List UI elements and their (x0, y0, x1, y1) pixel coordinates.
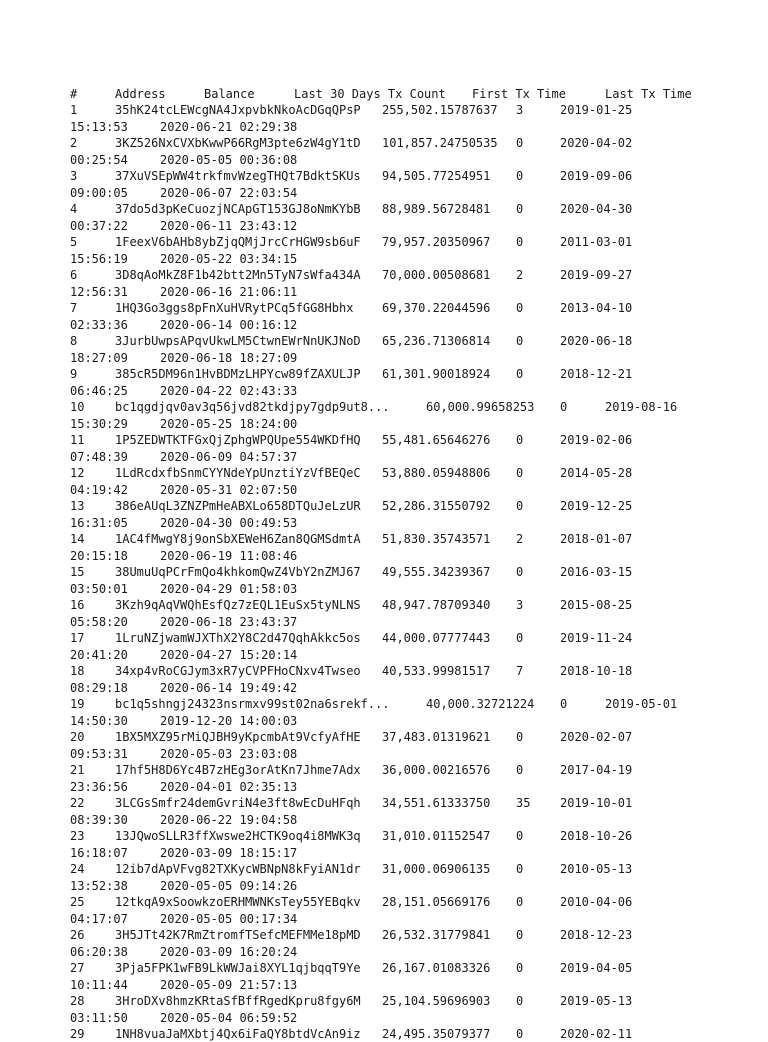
row-first-date: 2014-05-28 (560, 466, 633, 480)
row-first-time: 02:33:36 (70, 317, 128, 332)
row-n: 12 (70, 466, 85, 480)
row-last-tx-time: 2020-04-22 02:43:33 (160, 383, 298, 398)
row-balance: 55,481.65646276 (382, 433, 491, 447)
row-first-time: 08:39:30 (70, 812, 128, 827)
row-address: 1FeexV6bAHb8ybZjqQMjJrcCrHGW9sb6uF (115, 235, 361, 249)
row-first-time: 12:56:31 (70, 284, 128, 299)
row-tx: 0 (516, 169, 524, 183)
row-tx: 0 (516, 994, 524, 1008)
row-address: 1BX5MXZ95rMiQJBH9yKpcmbAt9VcfyAfHE (115, 730, 361, 744)
row-last-tx-time: 2020-05-22 03:34:15 (160, 251, 298, 266)
row-balance: 51,830.35743571 (382, 532, 491, 546)
row-first-time: 20:41:20 (70, 647, 128, 662)
row-last-tx-time: 2020-04-01 02:35:13 (160, 779, 298, 794)
row-tx: 0 (516, 1027, 524, 1041)
row-tx: 0 (516, 730, 524, 744)
row-first-date: 2018-12-23 (560, 928, 633, 942)
row-balance: 37,483.01319621 (382, 730, 491, 744)
row-address: 37XuVSEpWW4trkfmvWzegTHQt7BdktSKUs (115, 169, 361, 183)
row-first-date: 2020-04-30 (560, 202, 633, 216)
row-n: 28 (70, 994, 85, 1008)
row-balance: 52,286.31550792 (382, 499, 491, 513)
row-n: 21 (70, 763, 85, 777)
row-n: 29 (70, 1027, 85, 1041)
row-first-time: 03:11:50 (70, 1010, 128, 1025)
row-last-tx-time: 2020-06-19 11:08:46 (160, 548, 298, 563)
row-address: 1AC4fMwgY8j9onSbXEWeH6Zan8QGMSdmtA (115, 532, 361, 546)
row-first-date: 2020-04-02 (560, 136, 633, 150)
row-last-tx-time: 2020-05-04 06:59:52 (160, 1010, 298, 1025)
row-balance: 70,000.00508681 (382, 268, 491, 282)
row-first-date: 2020-02-11 (560, 1027, 633, 1041)
row-last-tx-time: 2020-06-14 19:49:42 (160, 680, 298, 695)
row-last-tx-time: 2020-04-27 15:20:14 (160, 647, 298, 662)
row-tx: 0 (516, 334, 524, 348)
row-balance: 28,151.05669176 (382, 895, 491, 909)
row-n: 25 (70, 895, 85, 909)
row-address: 385cR5DM96n1HvBDMzLHPYcw89fZAXULJP (115, 367, 361, 381)
row-last-tx-time: 2020-05-31 02:07:50 (160, 482, 298, 497)
row-balance: 79,957.20350967 (382, 235, 491, 249)
row-n: 14 (70, 532, 85, 546)
row-last-tx-time: 2020-04-29 01:58:03 (160, 581, 298, 596)
row-last-tx-time: 2020-06-21 02:29:38 (160, 119, 298, 134)
row-balance: 49,555.34239367 (382, 565, 491, 579)
row-tx: 0 (516, 862, 524, 876)
row-first-date: 2020-06-18 (560, 334, 633, 348)
row-tx: 0 (516, 235, 524, 249)
row-first-date: 2019-01-25 (560, 103, 633, 117)
row-address: 12tkqA9xSoowkzoERHMWNKsTey55YEBqkv (115, 895, 361, 909)
row-n: 4 (70, 202, 78, 216)
header-number: # (70, 87, 78, 101)
row-first-time: 08:29:18 (70, 680, 128, 695)
header-address: Address (115, 87, 166, 101)
row-address: 3LCGsSmfr24demGvriN4e3ft8wEcDuHFqh (115, 796, 361, 810)
row-first-date: 2019-05-13 (560, 994, 633, 1008)
row-first-time: 23:36:56 (70, 779, 128, 794)
row-address: 38UmuUqPCrFmQo4khkomQwZ4VbY2nZMJ67 (115, 565, 361, 579)
row-first-time: 18:27:09 (70, 350, 128, 365)
row-tx: 0 (516, 136, 524, 150)
row-tx: 0 (516, 565, 524, 579)
row-balance: 53,880.05948806 (382, 466, 491, 480)
row-n: 18 (70, 664, 85, 678)
row-first-time: 07:48:39 (70, 449, 128, 464)
row-n: 15 (70, 565, 85, 579)
row-n: 9 (70, 367, 78, 381)
row-balance: 69,370.22044596 (382, 301, 491, 315)
row-n: 13 (70, 499, 85, 513)
row-last-tx-time: 2020-06-18 18:27:09 (160, 350, 298, 365)
row-last-tx-time: 2020-06-22 19:04:58 (160, 812, 298, 827)
row-address: 1LruNZjwamWJXThX2Y8C2d47QqhAkkc5os (115, 631, 361, 645)
row-address: 37do5d3pKeCuozjNCApGT153GJ8oNmKYbB (115, 202, 361, 216)
row-balance: 65,236.71306814 (382, 334, 491, 348)
row-first-time: 06:46:25 (70, 383, 128, 398)
row-first-time: 06:20:38 (70, 944, 128, 959)
row-balance: 88,989.56728481 (382, 202, 491, 216)
row-last-tx-time: 2020-03-09 16:20:24 (160, 944, 298, 959)
row-tx: 0 (516, 928, 524, 942)
row-last-tx-time: 2020-06-14 00:16:12 (160, 317, 298, 332)
row-balance: 44,000.07777443 (382, 631, 491, 645)
row-last-tx-time: 2020-05-03 23:03:08 (160, 746, 298, 761)
row-address: 1NH8vuaJaMXbtj4Qx6iFaQY8btdVcAn9iz (115, 1027, 361, 1041)
row-address: 3KZ526NxCVXbKwwP66RgM3pte6zW4gY1tD (115, 136, 361, 150)
row-first-date: 2019-10-01 (560, 796, 633, 810)
row-first-date: 2019-09-27 (560, 268, 633, 282)
row-balance: 94,505.77254951 (382, 169, 491, 183)
row-n: 23 (70, 829, 85, 843)
row-address: 1HQ3Go3ggs8pFnXuHVRytPCq5fGG8Hbhx (115, 301, 354, 315)
row-first-date: 2013-04-10 (560, 301, 633, 315)
row-tx: 0 (516, 961, 524, 975)
row-address: 3HroDXv8hmzKRtaSfBffRgedKpru8fgy6M (115, 994, 361, 1008)
row-address: 12ib7dApVFvg82TXKycWBNpN8kFyiAN1dr (115, 862, 361, 876)
row-first-date: 2016-03-15 (560, 565, 633, 579)
row-tx: 0 (516, 829, 524, 843)
row-first-date: 2019-11-24 (560, 631, 633, 645)
row-n: 10 (70, 400, 85, 414)
row-tx: 0 (516, 367, 524, 381)
row-address: 34xp4vRoCGJym3xR7yCVPFHoCNxv4Twseo (115, 664, 361, 678)
row-last-tx-time: 2020-06-07 22:03:54 (160, 185, 298, 200)
row-balance: 36,000.00216576 (382, 763, 491, 777)
row-first-time: 14:50:30 (70, 713, 128, 728)
row-address: 17hf5H8D6Yc4B7zHEg3orAtKn7Jhme7Adx (115, 763, 361, 777)
row-n: 1 (70, 103, 78, 117)
row-first-date: 2019-08-16 (605, 400, 678, 414)
row-last-tx-time: 2020-06-16 21:06:11 (160, 284, 298, 299)
row-n: 19 (70, 697, 85, 711)
row-first-time: 00:37:22 (70, 218, 128, 233)
row-address: 3JurbUwpsAPqvUkwLM5CtwnEWrNnUKJNoD (115, 334, 361, 348)
row-balance: 48,947.78709340 (382, 598, 491, 612)
row-n: 16 (70, 598, 85, 612)
row-tx: 0 (560, 697, 568, 711)
row-balance: 24,495.35079377 (382, 1027, 491, 1041)
row-first-date: 2010-04-06 (560, 895, 633, 909)
row-n: 8 (70, 334, 78, 348)
row-balance: 26,167.01083326 (382, 961, 491, 975)
row-first-time: 04:17:07 (70, 911, 128, 926)
row-last-tx-time: 2020-03-09 18:15:17 (160, 845, 298, 860)
row-first-time: 15:30:29 (70, 416, 128, 431)
row-n: 7 (70, 301, 78, 315)
row-last-tx-time: 2020-06-11 23:43:12 (160, 218, 298, 233)
row-tx: 0 (516, 895, 524, 909)
row-tx: 7 (516, 664, 524, 678)
row-first-time: 00:25:54 (70, 152, 128, 167)
row-balance: 255,502.15787637 (382, 103, 498, 117)
row-tx: 3 (516, 103, 524, 117)
row-first-time: 04:19:42 (70, 482, 128, 497)
row-address: 3H5JTt42K7RmZtromfTSefcMEFMMe18pMD (115, 928, 361, 942)
row-n: 3 (70, 169, 78, 183)
row-first-time: 03:50:01 (70, 581, 128, 596)
row-first-time: 09:00:05 (70, 185, 128, 200)
row-address: 35hK24tcLEWcgNA4JxpvbkNkoAcDGqQPsP (115, 103, 361, 117)
row-address: 1LdRcdxfbSnmCYYNdeYpUnztiYzVfBEQeC (115, 466, 361, 480)
row-first-time: 09:53:31 (70, 746, 128, 761)
row-n: 24 (70, 862, 85, 876)
row-tx: 0 (516, 499, 524, 513)
row-first-time: 10:11:44 (70, 977, 128, 992)
row-first-date: 2018-01-07 (560, 532, 633, 546)
row-first-date: 2020-02-07 (560, 730, 633, 744)
row-n: 26 (70, 928, 85, 942)
row-address: bc1q5shngj24323nsrmxv99st02na6srekf... (115, 697, 390, 711)
row-first-time: 16:31:05 (70, 515, 128, 530)
row-last-tx-time: 2020-05-05 00:36:08 (160, 152, 298, 167)
row-tx: 2 (516, 268, 524, 282)
row-first-date: 2011-03-01 (560, 235, 633, 249)
row-tx: 0 (516, 763, 524, 777)
row-first-date: 2017-04-19 (560, 763, 633, 777)
header-tx-count: Last 30 Days Tx Count (294, 87, 446, 101)
row-first-date: 2018-12-21 (560, 367, 633, 381)
row-n: 17 (70, 631, 85, 645)
row-first-date: 2019-09-06 (560, 169, 633, 183)
row-address: 3Pja5FPK1wFB9LkWWJai8XYL1qjbqqT9Ye (115, 961, 361, 975)
row-address: 13JQwoSLLR3ffXwswe2HCTK9oq4i8MWK3q (115, 829, 361, 843)
row-address: 386eAUqL3ZNZPmHeABXLo658DTQuJeLzUR (115, 499, 361, 513)
header-balance: Balance (204, 87, 255, 101)
row-tx: 0 (516, 301, 524, 315)
row-balance: 101,857.24750535 (382, 136, 498, 150)
row-last-tx-time: 2020-06-18 23:43:37 (160, 614, 298, 629)
row-first-time: 16:18:07 (70, 845, 128, 860)
row-tx: 0 (516, 202, 524, 216)
row-first-time: 20:15:18 (70, 548, 128, 563)
row-first-time: 05:58:20 (70, 614, 128, 629)
row-address: 1P5ZEDWTKTFGxQjZphgWPQUpe554WKDfHQ (115, 433, 361, 447)
row-tx: 35 (516, 796, 531, 810)
row-tx: 0 (560, 400, 568, 414)
row-tx: 0 (516, 631, 524, 645)
row-first-date: 2010-05-13 (560, 862, 633, 876)
row-n: 11 (70, 433, 85, 447)
row-address: 3D8qAoMkZ8F1b42btt2Mn5TyN7sWfa434A (115, 268, 361, 282)
row-n: 2 (70, 136, 78, 150)
row-balance: 40,533.99981517 (382, 664, 491, 678)
row-first-date: 2019-05-01 (605, 697, 678, 711)
row-tx: 3 (516, 598, 524, 612)
row-address: 3Kzh9qAqVWQhEsfQz7zEQL1EuSx5tyNLNS (115, 598, 361, 612)
row-balance: 31,000.06906135 (382, 862, 491, 876)
row-last-tx-time: 2020-05-09 21:57:13 (160, 977, 298, 992)
row-balance: 60,000.99658253 (426, 400, 535, 414)
row-tx: 2 (516, 532, 524, 546)
row-last-tx-time: 2020-05-25 18:24:00 (160, 416, 298, 431)
row-address: bc1qgdjqv0av3q56jvd82tkdjpy7gdp9ut8... (115, 400, 390, 414)
row-first-date: 2018-10-26 (560, 829, 633, 843)
row-balance: 61,301.90018924 (382, 367, 491, 381)
row-first-date: 2015-08-25 (560, 598, 633, 612)
row-first-time: 15:56:19 (70, 251, 128, 266)
row-last-tx-time: 2019-12-20 14:00:03 (160, 713, 298, 728)
row-balance: 25,104.59696903 (382, 994, 491, 1008)
row-balance: 34,551.61333750 (382, 796, 491, 810)
row-n: 20 (70, 730, 85, 744)
row-last-tx-time: 2020-04-30 00:49:53 (160, 515, 298, 530)
row-balance: 31,010.01152547 (382, 829, 491, 843)
row-n: 27 (70, 961, 85, 975)
header-last-tx-time: Last Tx Time (605, 87, 692, 101)
row-balance: 26,532.31779841 (382, 928, 491, 942)
row-first-date: 2018-10-18 (560, 664, 633, 678)
row-n: 22 (70, 796, 85, 810)
header-first-tx-time: First Tx Time (472, 87, 566, 101)
row-first-date: 2019-12-25 (560, 499, 633, 513)
table-header (70, 86, 692, 102)
row-last-tx-time: 2020-05-05 09:14:26 (160, 878, 298, 893)
row-first-date: 2019-02-06 (560, 433, 633, 447)
row-tx: 0 (516, 466, 524, 480)
row-n: 6 (70, 268, 78, 282)
row-balance: 40,000.32721224 (426, 697, 535, 711)
row-last-tx-time: 2020-05-05 00:17:34 (160, 911, 298, 926)
row-first-time: 15:13:53 (70, 119, 128, 134)
row-first-date: 2019-04-05 (560, 961, 633, 975)
row-last-tx-time: 2020-06-09 04:57:37 (160, 449, 298, 464)
row-tx: 0 (516, 433, 524, 447)
row-first-time: 13:52:38 (70, 878, 128, 893)
row-n: 5 (70, 235, 78, 249)
